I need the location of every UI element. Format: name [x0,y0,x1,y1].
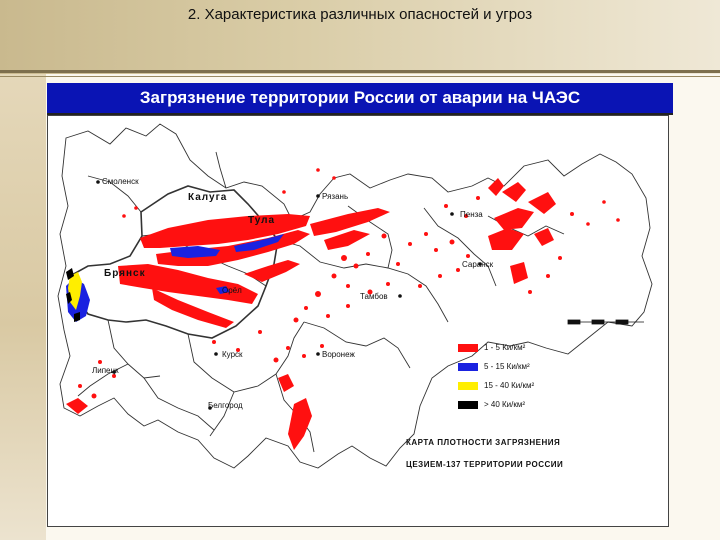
legend-swatch-blue [458,363,478,371]
map-label: Рязань [322,192,349,201]
legend-item [458,395,648,414]
slide-title: 2. Характеристика различных опасностей и угроз [187,6,533,23]
legend-item [458,357,648,376]
legend-label: 1 - 5 Ки/км² [484,343,526,352]
legend-swatch-black [458,401,478,409]
header-divider [0,70,720,73]
map-label: Брянск [104,268,146,279]
map-label: Саранск [462,260,494,269]
legend-swatch-yellow [458,382,478,390]
map-label: Смоленск [102,177,139,186]
slide-left-decor-band [0,0,46,540]
map-caption-line-2: ЦЕЗИЕМ-137 ТЕРРИТОРИИ РОССИИ [406,460,564,469]
map-label: Белгород [208,401,243,410]
map-label: Тула [248,215,276,226]
map-label: Тамбов [360,292,388,301]
map-legend [458,338,648,414]
legend-label: 15 - 40 Ки/км² [484,381,535,390]
region-borders [58,124,652,468]
contamination-map-graphic [48,116,668,526]
legend-item [458,376,648,395]
legend-label: 5 - 15 Ки/км² [484,362,530,371]
map-label: Пенза [460,210,483,219]
map-caption-line-1: КАРТА ПЛОТНОСТИ ЗАГРЯЗНЕНИЯ [406,438,561,447]
map-label: Воронеж [322,350,355,359]
map-label: Калуга [188,192,228,203]
map-label: Липецк [92,366,119,375]
map-title-banner [47,83,673,115]
map-label: Курск [222,350,243,359]
legend-label: > 40 Ки/км² [484,400,526,409]
map-label: Орёл [222,286,242,295]
header-divider-thin [0,76,720,77]
legend-item [458,338,648,357]
contamination-map [47,115,669,527]
legend-swatch-red [458,344,478,352]
map-title-text: Загрязнение территории России от аварии на ЧАЭС [139,88,581,107]
